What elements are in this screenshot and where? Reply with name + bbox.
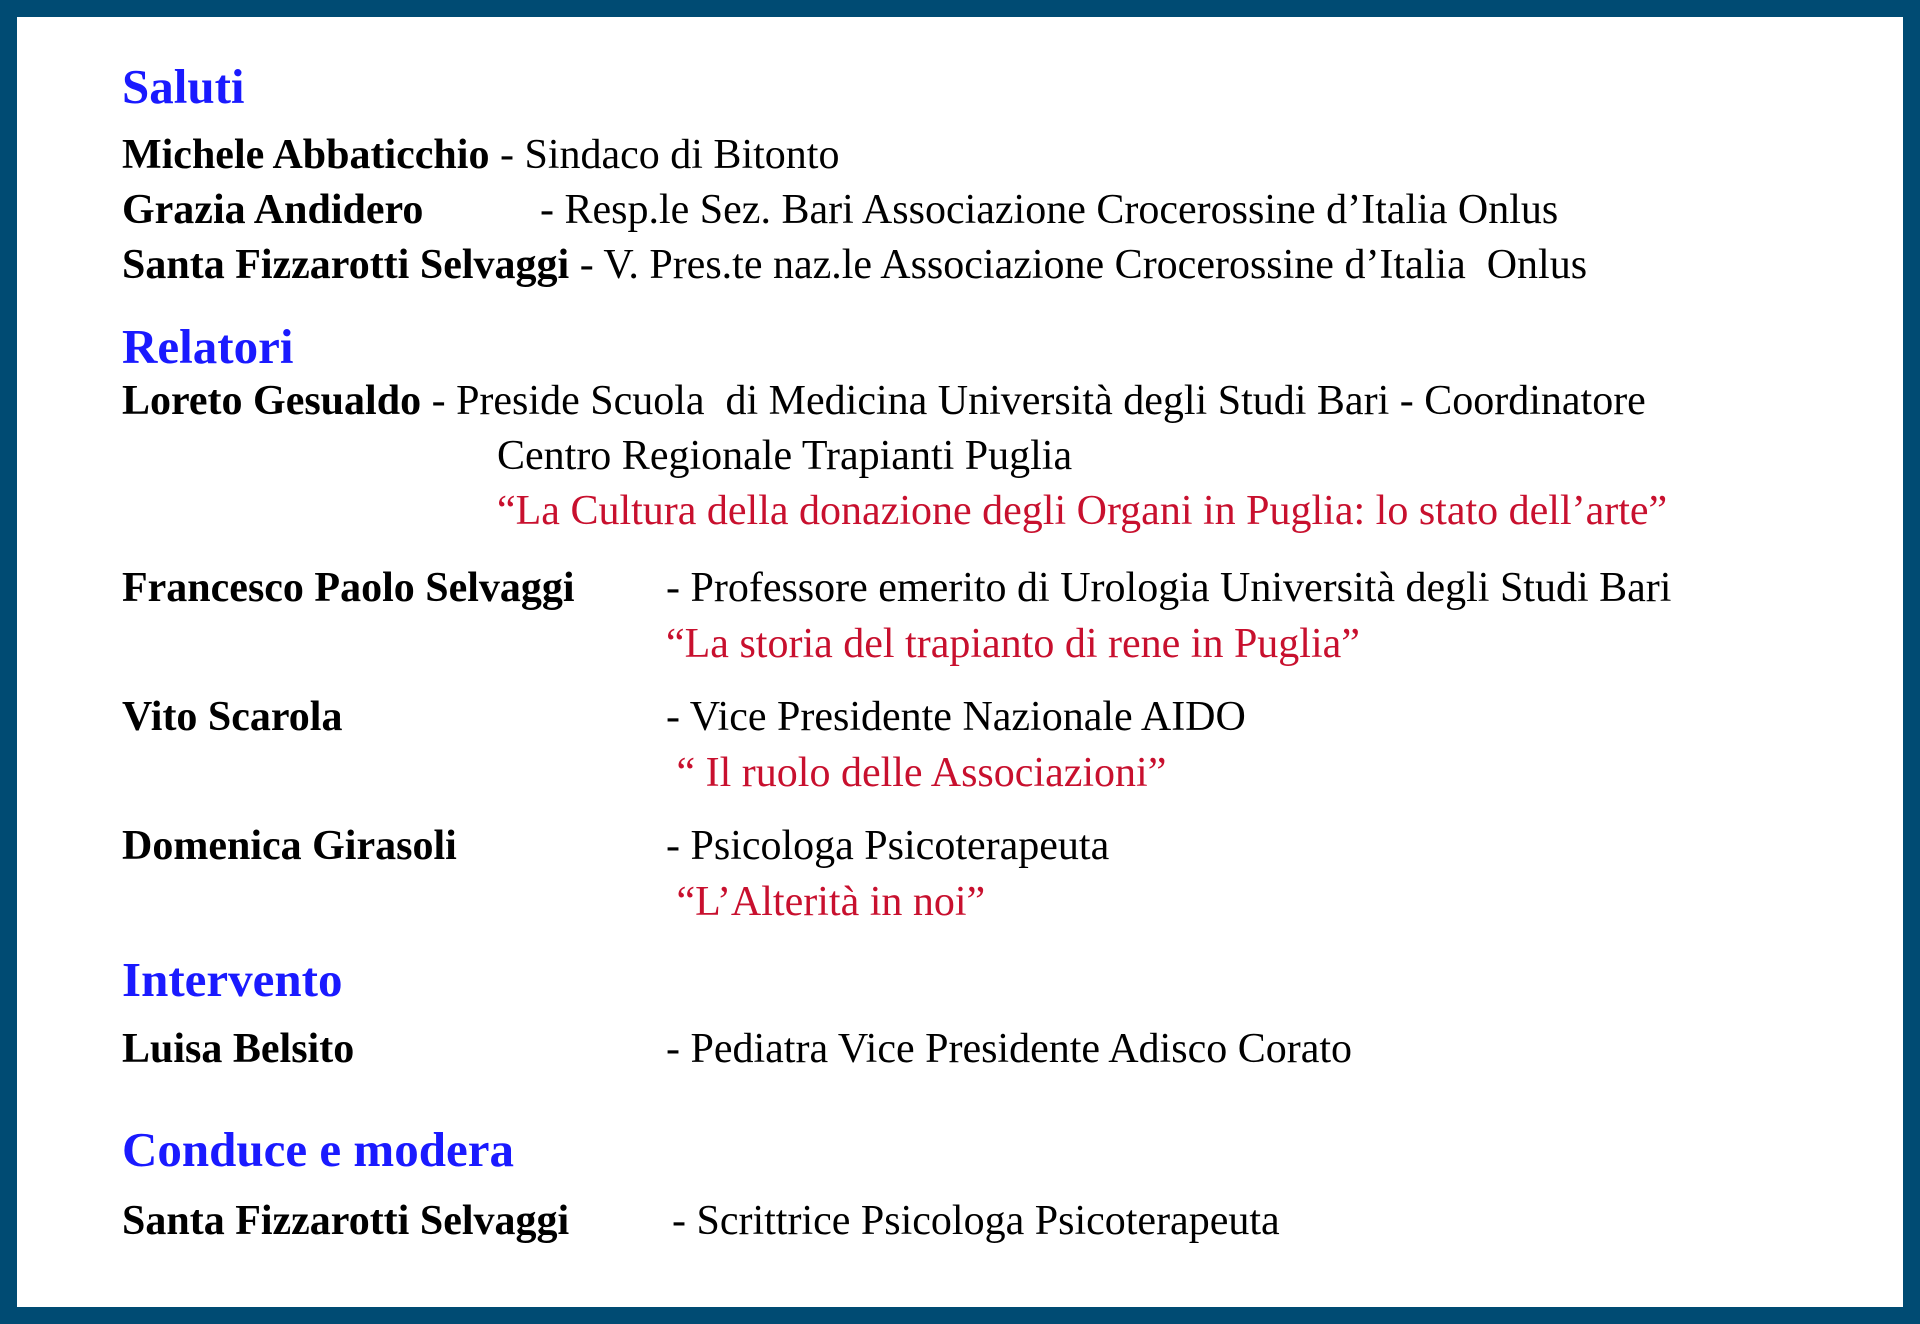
person-name: Michele Abbaticchio: [122, 132, 490, 178]
person-name: Grazia Andidero: [122, 187, 424, 233]
person-role: - Professore emerito di Urologia Università degli Studi Bari: [666, 565, 1672, 611]
talk-title: “L’Alterità in noi”: [666, 879, 986, 925]
saluti-line-1: [122, 134, 839, 176]
person-name: Santa Fizzarotti Selvaggi: [122, 242, 570, 288]
section-heading-relatori: Relatori: [122, 319, 294, 374]
person-role: - Psicologa Psicoterapeuta: [666, 823, 1110, 869]
talk-title: “La storia del trapianto di rene in Puglia”: [666, 621, 1360, 667]
talk-title: “ Il ruolo delle Associazioni”: [666, 750, 1167, 796]
section-heading-conduce: Conduce e modera: [122, 1122, 514, 1177]
person-name: Francesco Paolo Selvaggi: [122, 565, 575, 611]
person-role: - Preside Scuola di Medicina Università degli Studi Bari - Coordinatore: [421, 378, 1646, 424]
person-role-continued: Centro Regionale Trapianti Puglia: [497, 433, 1073, 479]
section-heading-saluti: Saluti: [122, 59, 245, 114]
section-heading-intervento: Intervento: [122, 952, 343, 1007]
relatori-line-1: [122, 380, 1646, 422]
person-role: - Sindaco di Bitonto: [489, 132, 840, 178]
person-role: - Scrittrice Psicologa Psicoterapeuta: [672, 1198, 1280, 1244]
person-name: Luisa Belsito: [122, 1026, 355, 1072]
person-name: Domenica Girasoli: [122, 823, 457, 869]
person-role: - V. Pres.te naz.le Associazione Crocerossine d’Italia Onlus: [569, 242, 1588, 288]
person-role: - Resp.le Sez. Bari Associazione Crocerossine d’Italia Onlus: [540, 187, 1559, 233]
person-role: - Pediatra Vice Presidente Adisco Corato: [666, 1026, 1353, 1072]
person-role: - Vice Presidente Nazionale AIDO: [666, 694, 1246, 740]
person-name: Santa Fizzarotti Selvaggi: [122, 1198, 570, 1244]
person-name: Loreto Gesualdo: [122, 378, 422, 424]
talk-title: “La Cultura della donazione degli Organi in Puglia: lo stato dell’arte”: [497, 488, 1668, 534]
person-name: Vito Scarola: [122, 694, 343, 740]
saluti-line-3: [122, 244, 1587, 286]
